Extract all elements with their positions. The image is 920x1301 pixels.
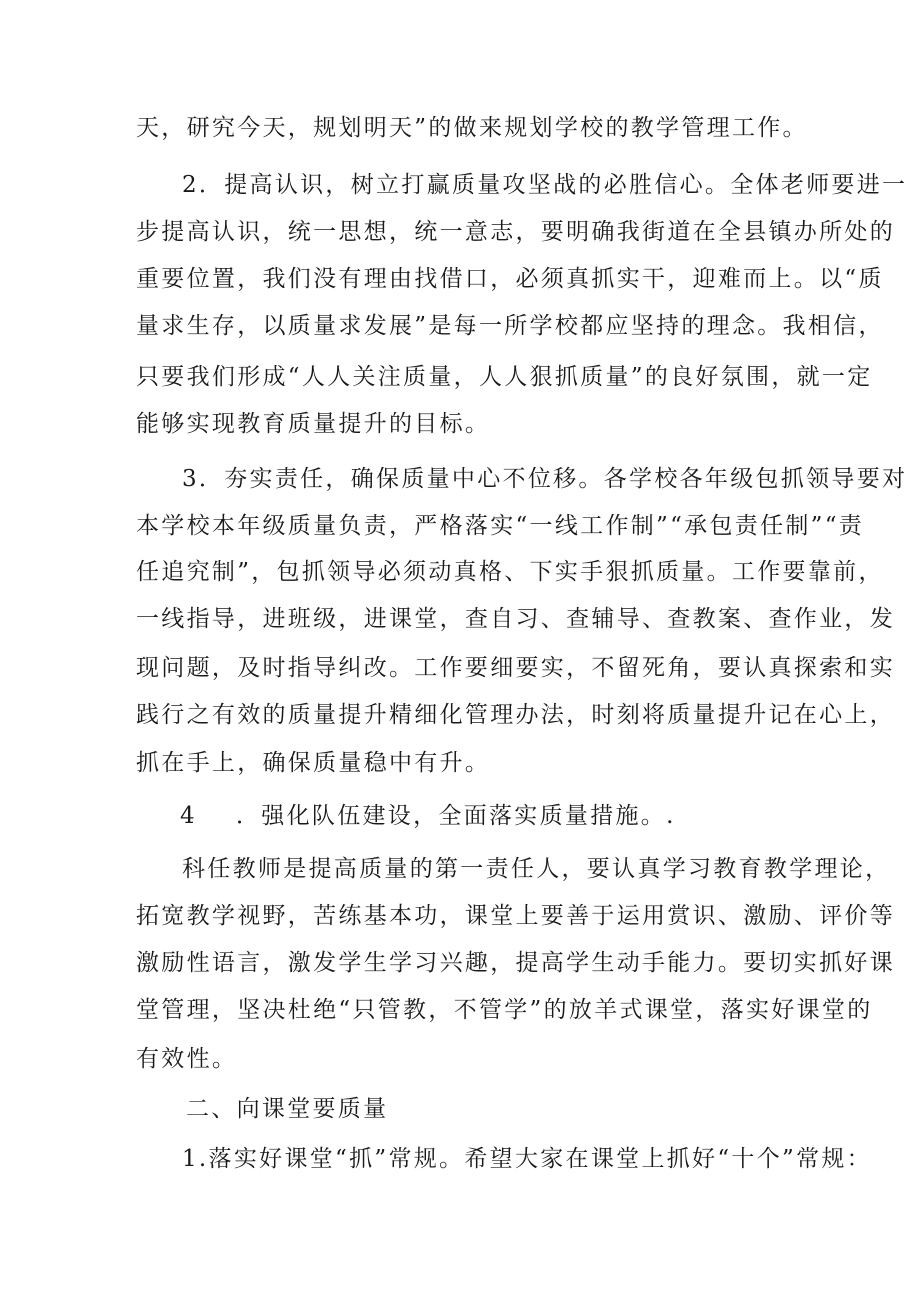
- paragraph-line: 一线指导，进班级，进课堂，查自习、查辅导、查教案、查作业，发: [136, 606, 895, 632]
- paragraph-line: 有效性。: [136, 1046, 238, 1072]
- paragraph-line: 任追究制”，包抓领导必须动真格、下实手狠抓质量。工作要靠前，: [136, 559, 884, 585]
- paragraph-line: 激励性语言，激发学生学习兴趣，提高学生动手能力。要切实抓好课: [136, 950, 895, 976]
- paragraph-line: 科任教师是提高质量的第一责任人，要认真学习教育教学理论，: [182, 856, 891, 882]
- paragraph-line: 步提高认识，统一思想，统一意志，要明确我街道在全县镇办所处的: [136, 219, 895, 245]
- paragraph-line: 1.落实好课堂“抓”常规。希望大家在课堂上抓好“十个”常规：: [182, 1146, 872, 1172]
- paragraph-line: 现问题，及时指导纠改。工作要细要实，不留死角，要认真探索和实: [136, 655, 895, 681]
- paragraph-line: 践行之有效的质量提升精细化管理办法，时刻将质量提升记在心上，: [136, 702, 895, 728]
- paragraph-line: 天，研究今天，规划明天”的做来规划学校的教学管理工作。: [136, 115, 808, 141]
- list-item-number: 4: [180, 803, 197, 829]
- section-heading: 二、向课堂要质量: [186, 1096, 389, 1122]
- paragraph-line: 3．夯实责任，确保质量中心不位移。各学校各年级包抓领导要对: [182, 466, 908, 492]
- paragraph-line: 重要位置，我们没有理由找借口，必须真抓实干，迎难而上。以“质: [136, 266, 884, 292]
- paragraph-line: 2．提高认识，树立打赢质量攻坚战的必胜信心。全体老师要进一: [182, 172, 908, 198]
- paragraph-line: 本学校本年级质量负责，严格落实“一线工作制”“承包责任制”“责: [136, 513, 865, 539]
- list-item-text: ．强化队伍建设，全面落实质量措施。.: [236, 803, 676, 829]
- paragraph-line: 抓在手上，确保质量稳中有升。: [136, 750, 491, 776]
- paragraph-line: 只要我们形成“人人关注质量，人人狠抓质量”的良好氛围，就一定: [136, 364, 873, 390]
- paragraph-line: 拓宽教学视野，苦练基本功，课堂上要善于运用赏识、激励、评价等: [136, 903, 895, 929]
- paragraph-line: 能够实现教育质量提升的目标。: [136, 411, 491, 437]
- paragraph-line: 堂管理，坚决杜绝“只管教，不管学”的放羊式课堂，落实好课堂的: [136, 997, 873, 1023]
- paragraph-line: 量求生存，以质量求发展”是每一所学校都应坚持的理念。我相信，: [136, 313, 884, 339]
